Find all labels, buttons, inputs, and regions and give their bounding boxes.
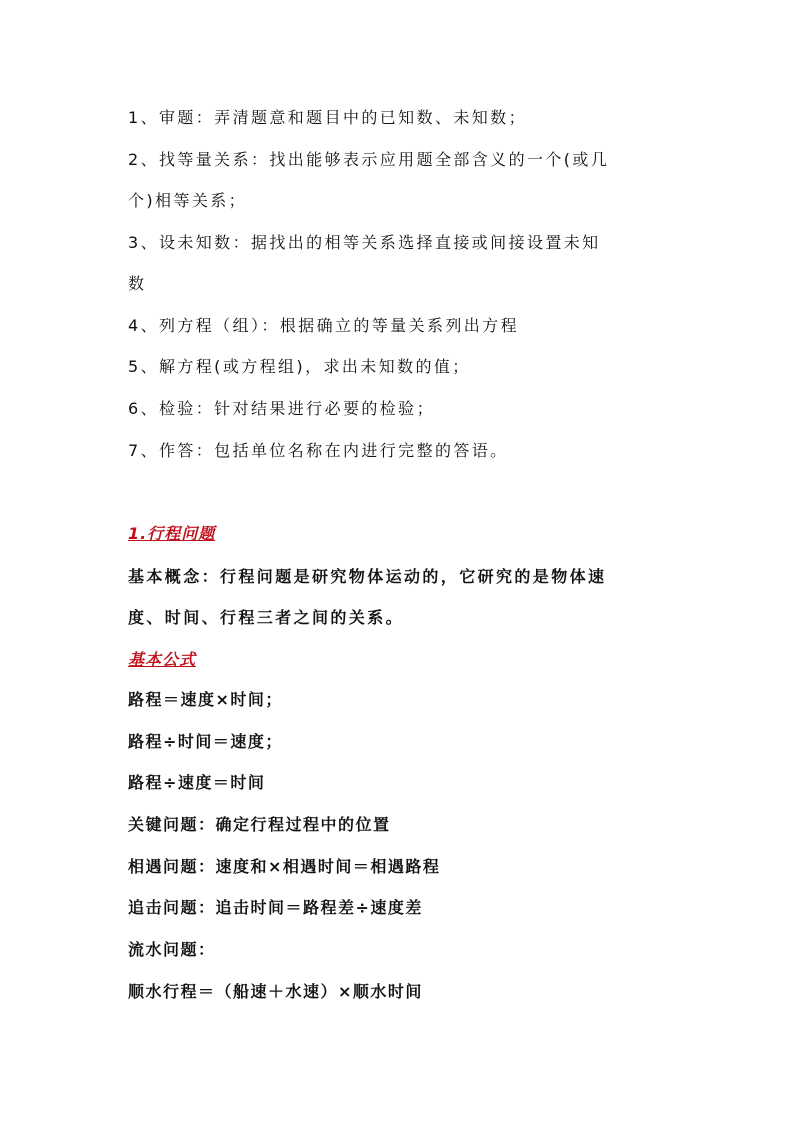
- step-4: 4、列方程（组）：根据确立的等量关系列出方程: [128, 316, 519, 335]
- step-2: 2、找等量关系：找出能够表示应用题全部含义的一个(或几: [128, 150, 610, 169]
- formula-heading: 基本公式: [128, 650, 197, 669]
- formula-item: 相遇问题：速度和×相遇时间＝相遇路程: [128, 857, 441, 876]
- formula-item: 关键问题：确定行程过程中的位置: [128, 815, 391, 834]
- formula-item: 路程＝速度×时间；: [128, 690, 283, 709]
- step-5: 5、解方程(或方程组)，求出未知数的值；: [128, 357, 471, 376]
- step-7: 7、作答：包括单位名称在内进行完整的答语。: [128, 441, 509, 460]
- concept-line-2: 度、时间、行程三者之间的关系。: [128, 608, 405, 627]
- step-3: 3、设未知数：据找出的相等关系选择直接或间接设置未知: [128, 233, 601, 252]
- formula-item: 路程÷时间＝速度；: [128, 732, 283, 751]
- formula-item: 流水问题：: [128, 940, 216, 959]
- formula-item: 顺水行程＝（船速＋水速）×顺水时间: [128, 982, 423, 1001]
- step-3-continued: 数: [128, 274, 147, 293]
- step-2-continued: 个)相等关系；: [128, 191, 248, 210]
- step-6: 6、检验：针对结果进行必要的检验；: [128, 399, 435, 418]
- section-title: 1.行程问题: [128, 524, 216, 543]
- formula-item: 路程÷速度＝时间: [128, 773, 266, 792]
- concept-line-1: 基本概念：行程问题是研究物体运动的，它研究的是物体速: [128, 567, 607, 586]
- step-1: 1、审题：弄清题意和题目中的已知数、未知数；: [128, 108, 527, 127]
- formula-item: 追击问题：追击时间＝路程差÷速度差: [128, 898, 423, 917]
